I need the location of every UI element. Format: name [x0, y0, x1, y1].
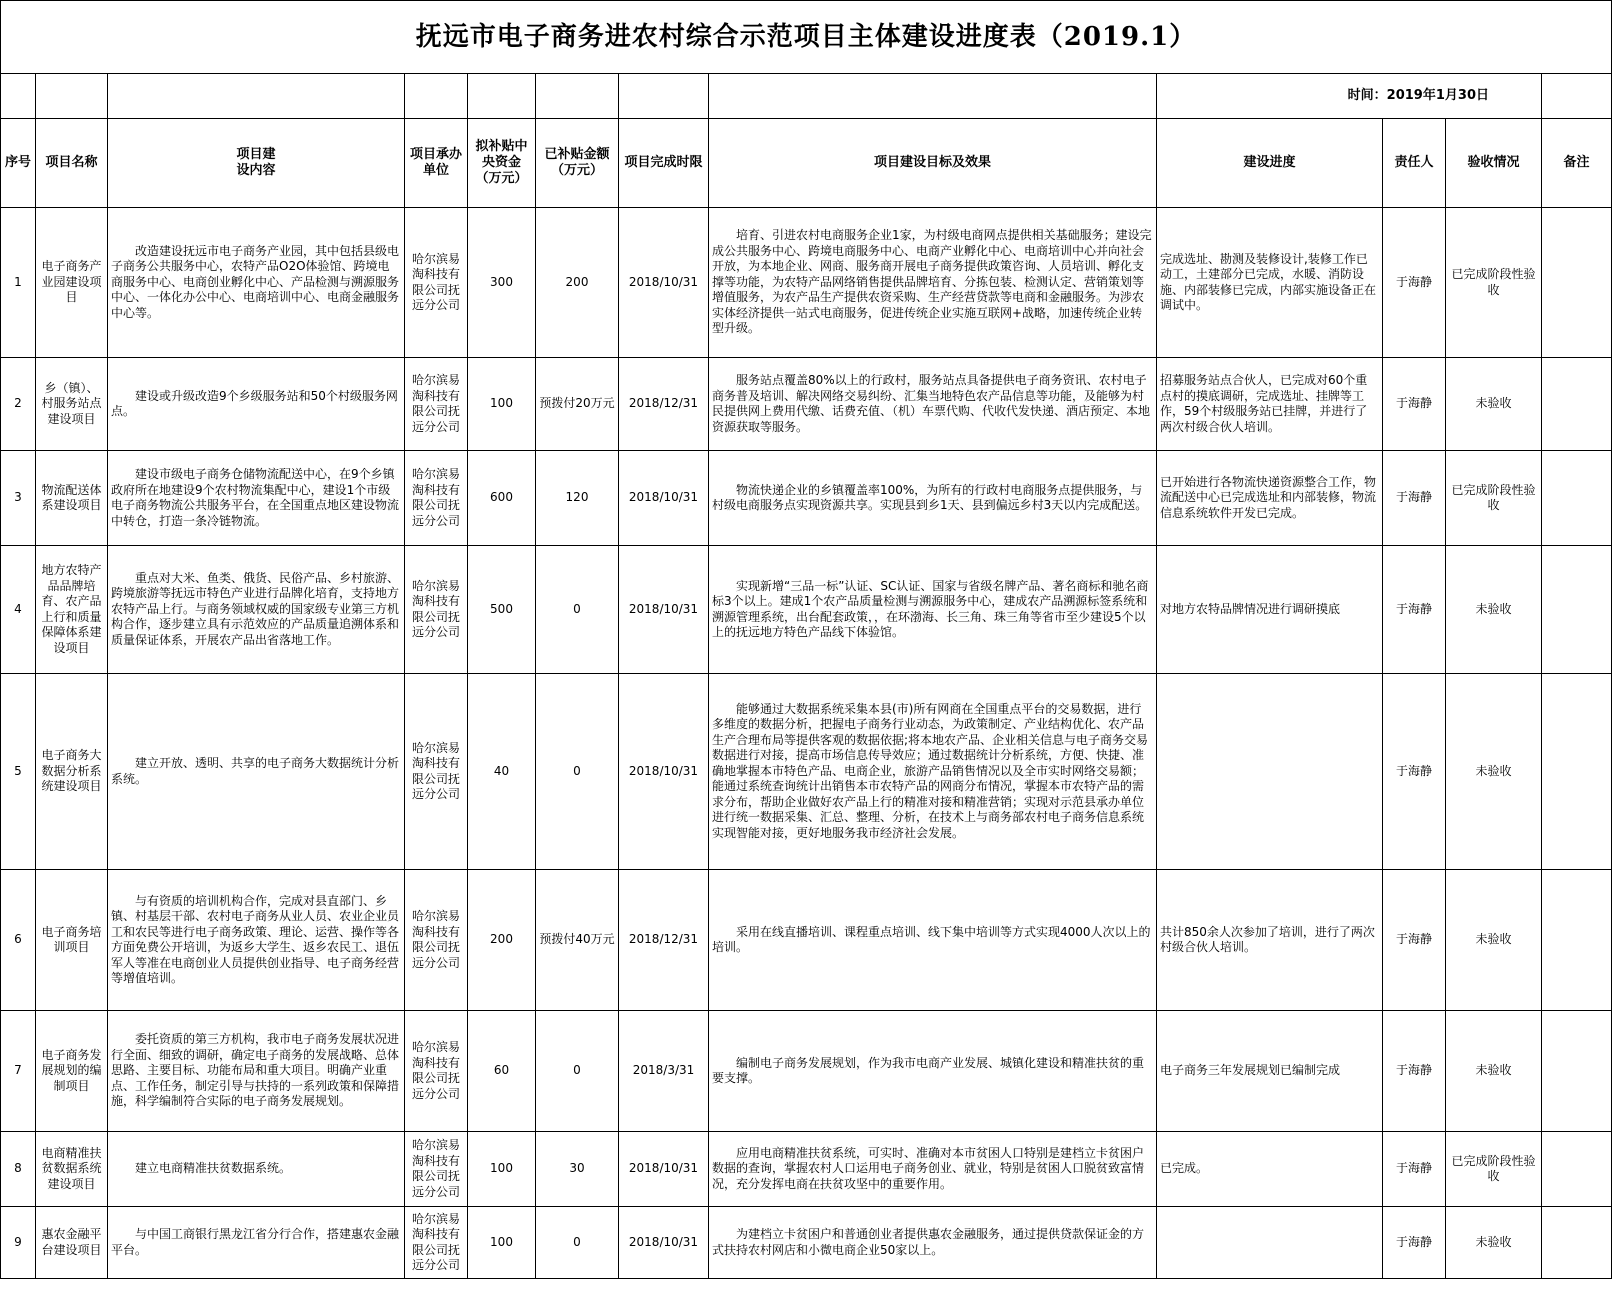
row-goal: 物流快递企业的乡镇覆盖率100%，为所有的行政村电商服务点提供服务，与村级电商服务点实现资源共享。实现县到乡1天、县到偏远乡村3天以内完成配送。: [709, 451, 1157, 546]
header-deadline: 项目完成时限: [619, 119, 709, 208]
row-seq: 2: [1, 358, 36, 451]
row-paid: 30: [536, 1132, 619, 1207]
header-row: [1, 119, 1612, 208]
row-owner: 于海静: [1383, 358, 1446, 451]
row-deadline: 2018/10/31: [619, 208, 709, 358]
row-unit: 哈尔滨易淘科技有限公司抚远分公司: [405, 546, 468, 674]
row-content: 与有资质的培训机构合作，完成对县直部门、乡镇、村基层干部、农村电子商务从业人员、农业企业员工和农民等进行电子商务政策、理论、运营、操作等各方面免费公开培训，为返乡大学生、返乡农民工、退伍军人等准在电商创业人员提供创业指导、电子商务经营等增值培训。: [108, 870, 405, 1011]
row-deadline: 2018/10/31: [619, 451, 709, 546]
row-unit: 哈尔滨易淘科技有限公司抚远分公司: [405, 358, 468, 451]
row-deadline: 2018/10/31: [619, 1132, 709, 1207]
row-note: [1542, 358, 1612, 451]
row-name: 电子商务产业园建设项目: [36, 208, 108, 358]
row-fund: 300: [468, 208, 536, 358]
row-unit: 哈尔滨易淘科技有限公司抚远分公司: [405, 1132, 468, 1207]
row-accept: 已完成阶段性验收: [1446, 451, 1542, 546]
row-goal: 实现新增“三品一标”认证、SC认证、国家与省级名牌产品、著名商标和驰名商标3个以上。建成1个农产品质量检测与溯源服务中心，建成农产品溯源标签系统和溯源管理系统，出台配套政策，，在环渤海、长三角、珠三角等省市至少建设5个以上的抚远地方特色产品线下体验馆。: [709, 546, 1157, 674]
row-goal: 培育、引进农村电商服务企业1家，为村级电商网点提供相关基础服务；建设完成公共服务中心、跨境电商服务中心、电商产业孵化中心、电商培训中心并向社会开放，为本地企业、网商、服务商开展电子商务提供政策咨询、人员培训、孵化支撑等功能，为农特产品网络销售提供品牌培育、分拣包装、检测认定、营销策划等增值服务，为农产品生产提供农资采购、生产经营贷款等电商和金融服务。为涉农实体经济提供一站式电商服务，促进传统企业实施互联网+战略，加速传统企业转型升级。: [709, 208, 1157, 358]
header-paid: 已补贴金额（万元）: [536, 119, 619, 208]
row-owner: 于海静: [1383, 1011, 1446, 1132]
row-accept: 已完成阶段性验收: [1446, 208, 1542, 358]
row-fund: 60: [468, 1011, 536, 1132]
row-goal: 采用在线直播培训、课程重点培训、线下集中培训等方式实现4000人次以上的培训。: [709, 870, 1157, 1011]
row-content: 委托资质的第三方机构，我市电子商务发展状况进行全面、细致的调研，确定电子商务的发展战略、总体思路、主要目标、功能布局和重大项目。明确产业重点、工作任务，制定引导与扶持的一系列政策和保障措施，科学编制符合实际的电子商务发展规划。: [108, 1011, 405, 1132]
row-progress: 电子商务三年发展规划已编制完成: [1157, 1011, 1383, 1132]
row-unit: 哈尔滨易淘科技有限公司抚远分公司: [405, 208, 468, 358]
row-note: [1542, 1011, 1612, 1132]
row-seq: 5: [1, 674, 36, 870]
row-unit: 哈尔滨易淘科技有限公司抚远分公司: [405, 451, 468, 546]
row-accept: 未验收: [1446, 358, 1542, 451]
row-owner: 于海静: [1383, 674, 1446, 870]
row-paid: 预拨付40万元: [536, 870, 619, 1011]
row-content: 建设或升级改造9个乡级服务站和50个村级服务网点。: [108, 358, 405, 451]
header-goal: 项目建设目标及效果: [709, 119, 1157, 208]
row-owner: 于海静: [1383, 546, 1446, 674]
table-row: [1, 208, 1612, 358]
row-owner: 于海静: [1383, 1132, 1446, 1207]
row-fund: 200: [468, 870, 536, 1011]
row-owner: 于海静: [1383, 451, 1446, 546]
row-name: 电子商务培训项目: [36, 870, 108, 1011]
row-fund: 100: [468, 1132, 536, 1207]
row-seq: 8: [1, 1132, 36, 1207]
row-seq: 3: [1, 451, 36, 546]
row-seq: 4: [1, 546, 36, 674]
row-content: 与中国工商银行黑龙江省分行合作，搭建惠农金融平台。: [108, 1207, 405, 1279]
row-fund: 40: [468, 674, 536, 870]
row-name: 乡（镇）、村服务站点建设项目: [36, 358, 108, 451]
row-progress: 已完成。: [1157, 1132, 1383, 1207]
row-unit: 哈尔滨易淘科技有限公司抚远分公司: [405, 674, 468, 870]
row-deadline: 2018/10/31: [619, 674, 709, 870]
row-fund: 500: [468, 546, 536, 674]
row-seq: 9: [1, 1207, 36, 1279]
table-row: [1, 1132, 1612, 1207]
row-fund: 600: [468, 451, 536, 546]
row-paid: 0: [536, 1011, 619, 1132]
row-paid: 预拨付20万元: [536, 358, 619, 451]
table-row: [1, 1207, 1612, 1279]
report-date: 时间：2019年1月30日: [1157, 74, 1542, 119]
row-progress: [1157, 1207, 1383, 1279]
row-progress: [1157, 674, 1383, 870]
row-progress: 完成选址、勘测及装修设计,装修工作已动工，土建部分已完成，水暖、消防设施、内部装修已完成，内部实施设备正在调试中。: [1157, 208, 1383, 358]
row-note: [1542, 546, 1612, 674]
header-accept: 验收情况: [1446, 119, 1542, 208]
header-name: 项目名称: [36, 119, 108, 208]
row-progress: 对地方农特品牌情况进行调研摸底: [1157, 546, 1383, 674]
row-unit: 哈尔滨易淘科技有限公司抚远分公司: [405, 870, 468, 1011]
row-deadline: 2018/10/31: [619, 546, 709, 674]
row-unit: 哈尔滨易淘科技有限公司抚远分公司: [405, 1207, 468, 1279]
date-row: [1, 74, 1612, 119]
row-paid: 0: [536, 1207, 619, 1279]
row-accept: 未验收: [1446, 674, 1542, 870]
row-progress: 共计850余人次参加了培训，进行了两次村级合伙人培训。: [1157, 870, 1383, 1011]
table-row: [1, 358, 1612, 451]
row-note: [1542, 674, 1612, 870]
row-goal: 服务站点覆盖80%以上的行政村，服务站点具备提供电子商务资讯、农村电子商务普及培训、解决网络交易纠纷、汇集当地特色农产品信息等功能，及能够为村民提供网上费用代缴、话费充值、（机）车票代购、代收代发快递、酒店预定、本地资源获取等服务。: [709, 358, 1157, 451]
row-goal: 为建档立卡贫困户和普通创业者提供惠农金融服务，通过提供贷款保证金的方式扶持农村网店和小微电商企业50家以上。: [709, 1207, 1157, 1279]
row-accept: 已完成阶段性验收: [1446, 1132, 1542, 1207]
row-seq: 1: [1, 208, 36, 358]
header-unit: 项目承办单位: [405, 119, 468, 208]
header-content: 项目建 设内容: [108, 119, 405, 208]
row-accept: 未验收: [1446, 870, 1542, 1011]
row-paid: 0: [536, 546, 619, 674]
row-owner: 于海静: [1383, 1207, 1446, 1279]
row-owner: 于海静: [1383, 870, 1446, 1011]
row-deadline: 2018/3/31: [619, 1011, 709, 1132]
row-goal: 应用电商精准扶贫系统，可实时、准确对本市贫困人口特别是建档立卡贫困户数据的查询，掌握农村人口运用电子商务创业、就业，特别是贫困人口脱贫致富情况，充分发挥电商在扶贫攻坚中的重要作用。: [709, 1132, 1157, 1207]
row-accept: 未验收: [1446, 1011, 1542, 1132]
row-note: [1542, 208, 1612, 358]
row-deadline: 2018/12/31: [619, 358, 709, 451]
row-content: 重点对大米、鱼类、俄货、民俗产品、乡村旅游、跨境旅游等抚远市特色产业进行品牌化培育，支持地方农特产品上行。与商务领域权威的国家级专业第三方机构合作，逐步建立具有示范效应的产品质量追溯体系和质量保证体系，开展农产品出省落地工作。: [108, 546, 405, 674]
header-progress: 建设进度: [1157, 119, 1383, 208]
row-note: [1542, 1207, 1612, 1279]
row-deadline: 2018/10/31: [619, 1207, 709, 1279]
row-name: 惠农金融平台建设项目: [36, 1207, 108, 1279]
row-unit: 哈尔滨易淘科技有限公司抚远分公司: [405, 1011, 468, 1132]
row-paid: 120: [536, 451, 619, 546]
row-owner: 于海静: [1383, 208, 1446, 358]
row-seq: 7: [1, 1011, 36, 1132]
row-paid: 200: [536, 208, 619, 358]
row-name: 电子商务大数据分析系统建设项目: [36, 674, 108, 870]
row-name: 电商精准扶贫数据系统建设项目: [36, 1132, 108, 1207]
table-row: [1, 1011, 1612, 1132]
table-row: [1, 451, 1612, 546]
row-accept: 未验收: [1446, 546, 1542, 674]
header-fund: 拟补贴中央资金（万元）: [468, 119, 536, 208]
row-content: 改造建设抚远市电子商务产业园，其中包括县级电子商务公共服务中心，农特产品O2O体验馆、跨境电商服务中心、电商创业孵化中心、产品检测与溯源服务中心、一体化办公中心、电商培训中心、电商金融服务中心等。: [108, 208, 405, 358]
row-seq: 6: [1, 870, 36, 1011]
row-note: [1542, 451, 1612, 546]
row-accept: 未验收: [1446, 1207, 1542, 1279]
header-seq: 序号: [1, 119, 36, 208]
header-owner: 责任人: [1383, 119, 1446, 208]
row-fund: 100: [468, 358, 536, 451]
row-name: 电子商务发展规划的编制项目: [36, 1011, 108, 1132]
page-title: 抚远市电子商务进农村综合示范项目主体建设进度表（2019.1）: [1, 1, 1612, 74]
row-deadline: 2018/12/31: [619, 870, 709, 1011]
row-content: 建立电商精准扶贫数据系统。: [108, 1132, 405, 1207]
header-note: 备注: [1542, 119, 1612, 208]
row-note: [1542, 1132, 1612, 1207]
row-name: 地方农特产品品牌培育、农产品上行和质量保障体系建设项目: [36, 546, 108, 674]
table-row: [1, 870, 1612, 1011]
row-content: 建设市级电子商务仓储物流配送中心，在9个乡镇政府所在地建设9个农村物流集配中心，建设1个市级电子商务物流公共服务平台，在全国重点地区建设物流中转仓，打造一条冷链物流。: [108, 451, 405, 546]
row-content: 建立开放、透明、共享的电子商务大数据统计分析系统。: [108, 674, 405, 870]
table-row: [1, 674, 1612, 870]
row-progress: 招募服务站点合伙人，已完成对60个重点村的摸底调研，完成选址、挂牌等工作，59个村级服务站已挂牌，并进行了两次村级合伙人培训。: [1157, 358, 1383, 451]
row-fund: 100: [468, 1207, 536, 1279]
row-note: [1542, 870, 1612, 1011]
row-goal: 编制电子商务发展规划，作为我市电商产业发展、城镇化建设和精准扶贫的重要支撑。: [709, 1011, 1157, 1132]
row-name: 物流配送体系建设项目: [36, 451, 108, 546]
row-goal: 能够通过大数据系统采集本县(市)所有网商在全国重点平台的交易数据，进行多维度的数据分析，把握电子商务行业动态，为政策制定、产业结构优化、农产品生产合理布局等提供客观的数据依据;将本地农产品、企业相关信息与电子商务交易数据进行对接，提高市场信息传导效应；通过数据统计分析系统，方便、快捷、准确地掌握本市特色产品、电商企业，旅游产品销售情况以及全市实时网络交易额；能通过系统查询统计出销售本市农特产品的网商分布情况，掌握本市农特产品的需求分布，帮助企业做好农产品上行的精准对接和精准营销；实现对示范县承办单位进行统一数据采集、汇总、整理、分析，在技术上与商务部农村电子商务信息系统实现智能对接，更好地服务我市经济社会发展。: [709, 674, 1157, 870]
table-row: [1, 546, 1612, 674]
row-progress: 已开始进行各物流快递资源整合工作，物流配送中心已完成选址和内部装修，物流信息系统软件开发已完成。: [1157, 451, 1383, 546]
row-paid: 0: [536, 674, 619, 870]
